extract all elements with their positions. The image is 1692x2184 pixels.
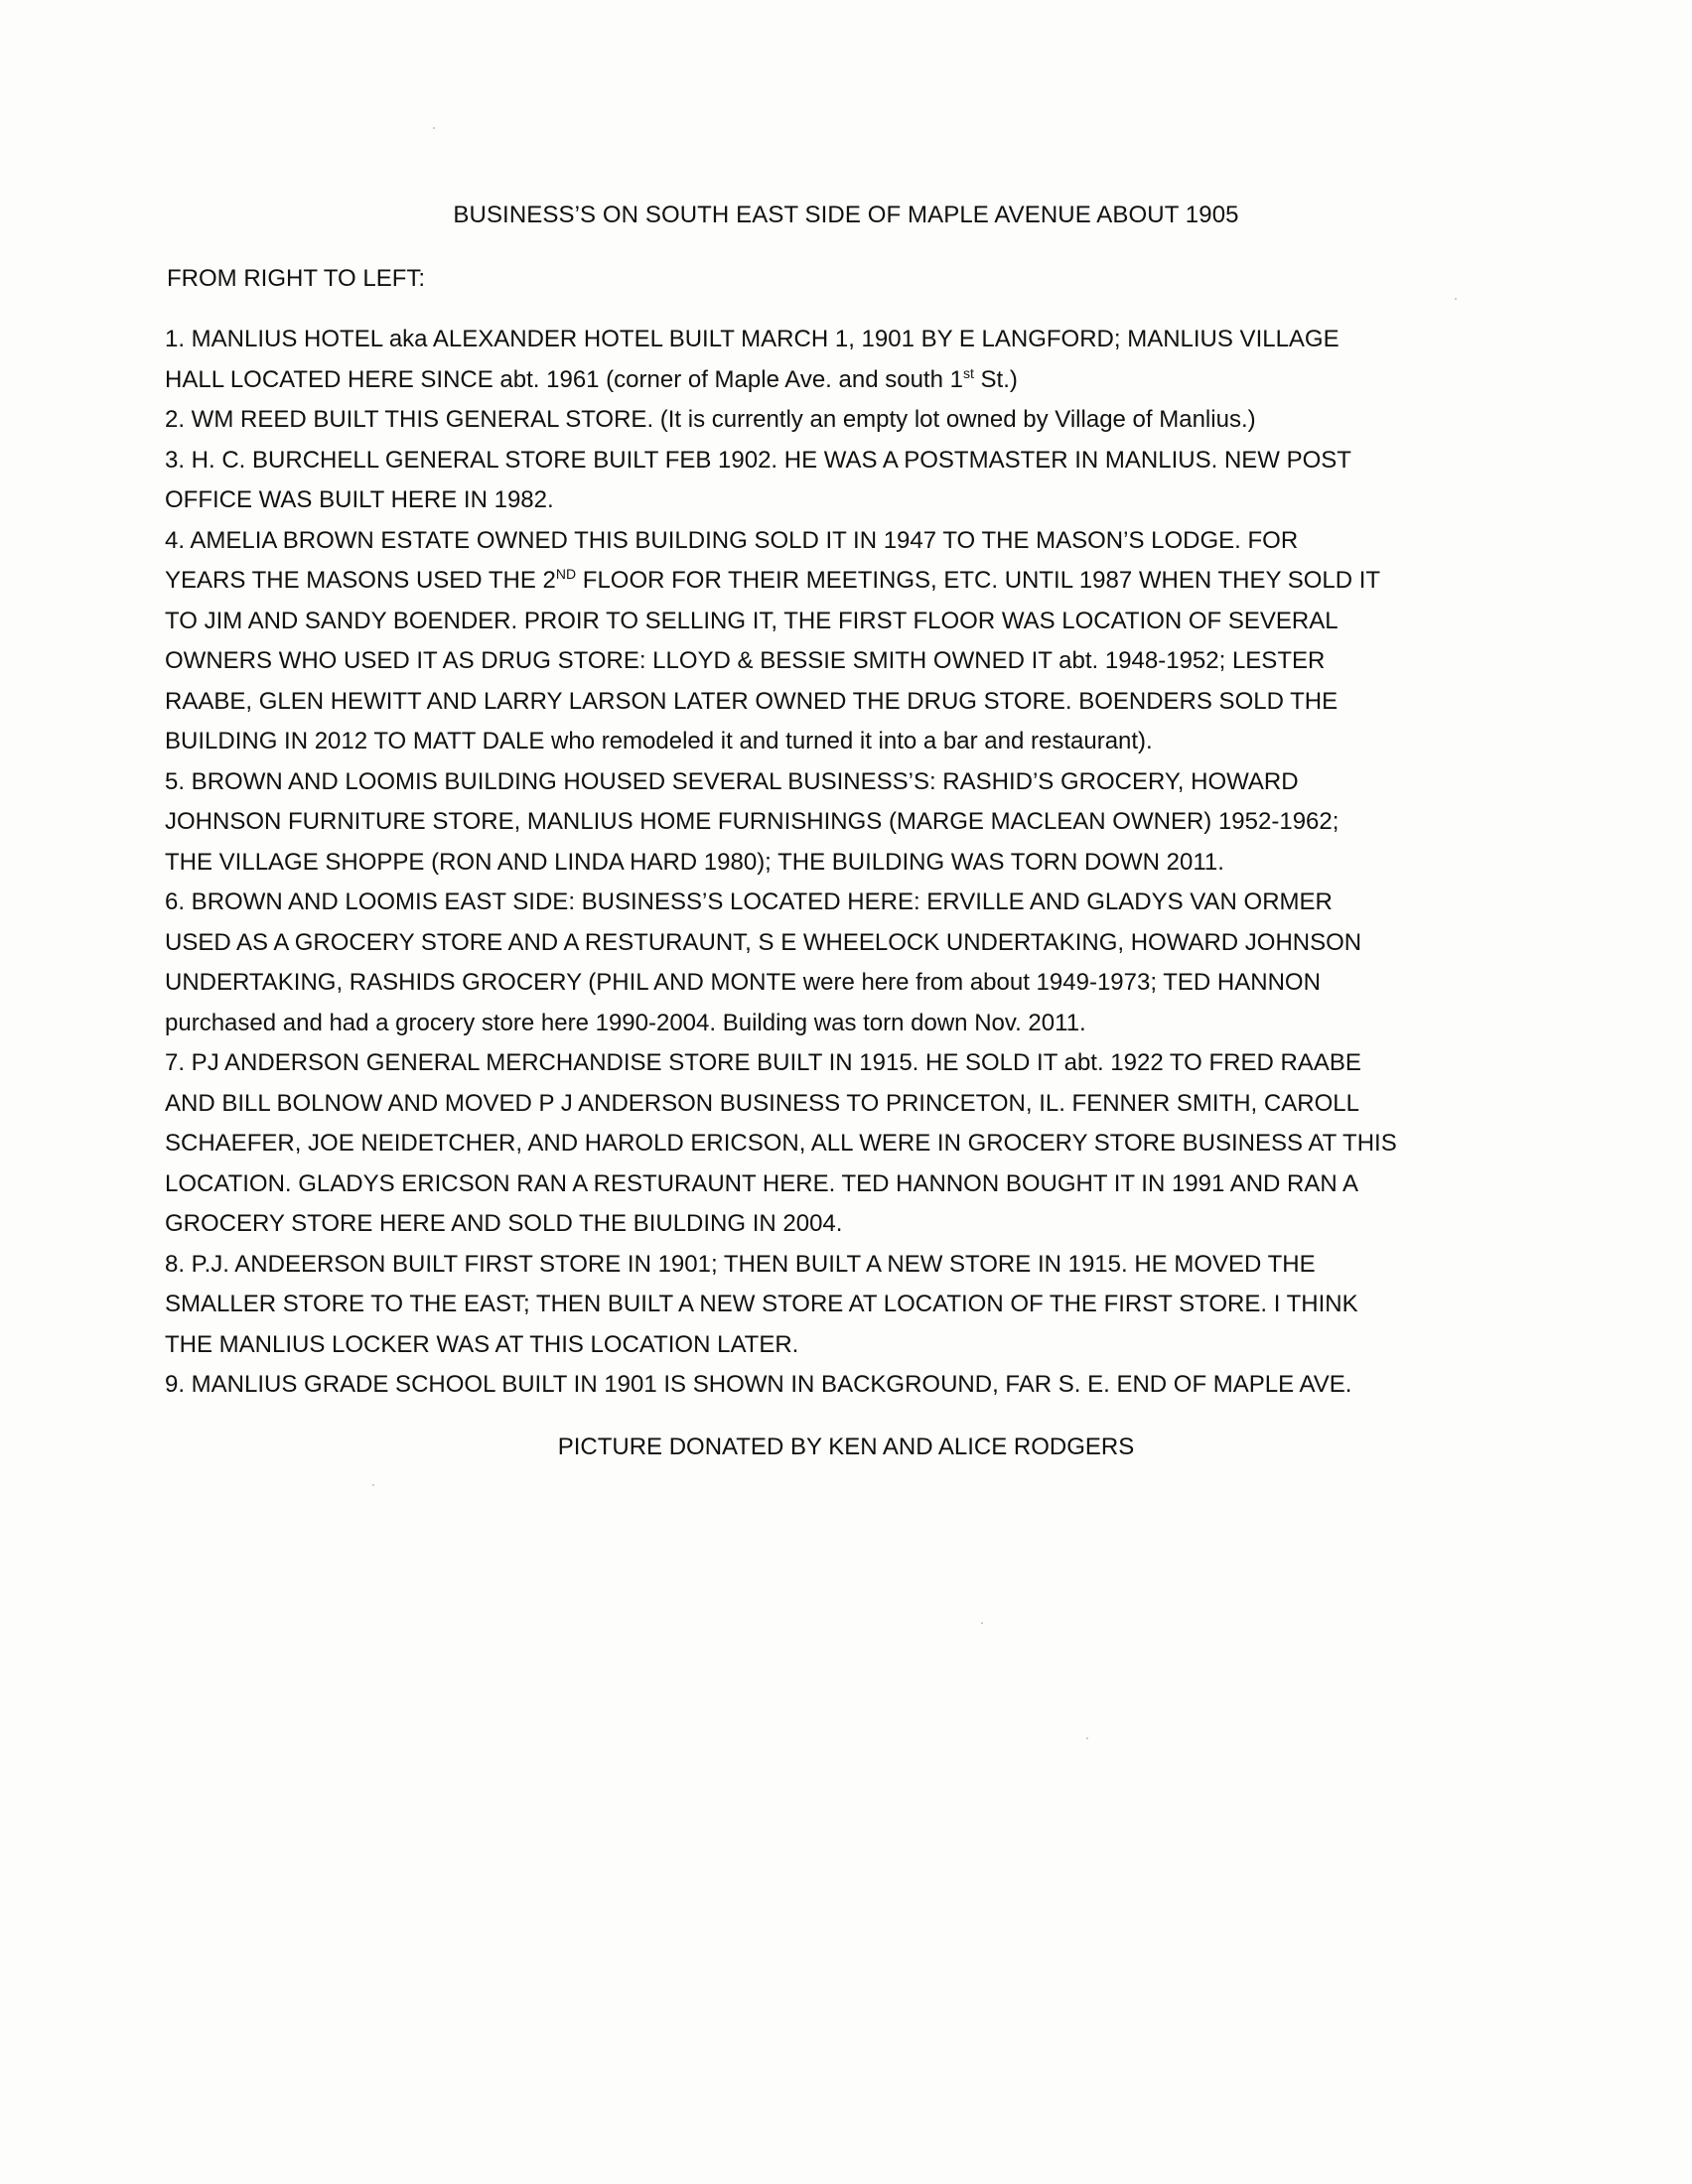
entry-text: UNDERTAKING, RASHIDS GROCERY (PHIL AND MONTE were here from about 1949-1973; TED HANNON — [165, 969, 1321, 996]
entry-6 — [165, 883, 1535, 1043]
entry-text: SCHAEFER, JOE NEIDETCHER, AND HAROLD ERICSON, ALL WERE IN GROCERY STORE BUSINESS AT THIS — [165, 1130, 1397, 1157]
entry-line — [165, 320, 1535, 360]
entry-line — [165, 480, 1535, 521]
entry-line — [165, 1043, 1535, 1084]
entry-line — [165, 1124, 1535, 1164]
entry-line — [165, 360, 1535, 401]
entry-4 — [165, 521, 1535, 762]
entry-line — [165, 1084, 1535, 1125]
entry-line — [165, 1204, 1535, 1245]
scan-speck — [433, 127, 435, 129]
entry-line — [165, 602, 1535, 642]
entry-text: BUILDING IN 2012 TO MATT DALE who remodeled it and turned it into a bar and restaurant). — [165, 728, 1153, 754]
entry-line — [165, 1004, 1535, 1044]
entry-line — [165, 963, 1535, 1004]
entry-text: 8. P.J. ANDEERSON BUILT FIRST STORE IN 1901; THEN BUILT A NEW STORE IN 1915. HE MOVED THE — [165, 1250, 1316, 1278]
entry-text: FLOOR FOR THEIR MEETINGS, ETC. UNTIL 1987 WHEN THEY SOLD IT — [576, 567, 1381, 594]
entry-line — [165, 722, 1535, 762]
entry-3 — [165, 441, 1535, 521]
entry-line — [165, 441, 1535, 481]
entry-text: RAABE, GLEN HEWITT AND LARRY LARSON LATER OWNED THE DRUG STORE. BOENDERS SOLD THE — [165, 687, 1339, 715]
entry-line — [165, 1365, 1535, 1406]
entry-text: OWNERS WHO USED IT AS DRUG STORE: LLOYD & BESSIE SMITH OWNED IT abt. 1948-1952; LESTER — [165, 647, 1326, 674]
entry-line — [165, 400, 1535, 441]
entry-text: JOHNSON FURNITURE STORE, MANLIUS HOME FURNISHINGS (MARGE MACLEAN OWNER) 1952-1962; — [165, 808, 1340, 835]
entry-text: 9. MANLIUS GRADE SCHOOL BUILT IN 1901 IS SHOWN IN BACKGROUND, FAR S. E. END OF MAPLE AVE. — [165, 1371, 1352, 1398]
entry-text: 6. BROWN AND LOOMIS EAST SIDE: BUSINESS’S LOCATED HERE: ERVILLE AND GLADYS VAN ORMER — [165, 888, 1333, 915]
entry-text: purchased and had a grocery store here 1990-2004. Building was torn down Nov. 2011. — [165, 1009, 1086, 1036]
entry-line — [165, 1245, 1535, 1286]
entry-text: 5. BROWN AND LOOMIS BUILDING HOUSED SEVERAL BUSINESS’S: RASHID’S GROCERY, HOWARD — [165, 767, 1299, 795]
entry-text: GROCERY STORE HERE AND SOLD THE BIULDING IN 2004. — [165, 1210, 843, 1237]
entry-line — [165, 1325, 1535, 1366]
scan-speck — [372, 1484, 374, 1486]
entry-text: 4. AMELIA BROWN ESTATE OWNED THIS BUILDING SOLD IT IN 1947 TO THE MASON’S LODGE. FOR — [165, 526, 1299, 554]
scan-speck — [1455, 298, 1457, 300]
scan-speck — [981, 1622, 983, 1624]
document-title: BUSINESS’S ON SOUTH EAST SIDE OF MAPLE AVENUE ABOUT 1905 — [453, 202, 1239, 228]
superscript-text: ND — [555, 566, 577, 582]
entry-text: THE VILLAGE SHOPPE (RON AND LINDA HARD 1980); THE BUILDING WAS TORN DOWN 2011. — [165, 848, 1224, 876]
entry-text: 3. H. C. BURCHELL GENERAL STORE BUILT FEB 1902. HE WAS A POSTMASTER IN MANLIUS. NEW POST — [165, 446, 1351, 474]
intro-text: FROM RIGHT TO LEFT: — [167, 265, 426, 292]
entry-line — [165, 521, 1535, 562]
entry-line — [165, 883, 1535, 923]
entry-text: HALL LOCATED HERE SINCE abt. 1961 (corner of Maple Ave. and south 1 — [165, 365, 963, 393]
entry-text: OFFICE WAS BUILT HERE IN 1982. — [165, 486, 554, 513]
entry-line — [165, 641, 1535, 682]
entry-line — [165, 762, 1535, 803]
entry-line — [165, 1164, 1535, 1205]
entry-text: St.) — [973, 365, 1018, 393]
entry-8 — [165, 1245, 1535, 1366]
entry-line — [165, 1285, 1535, 1325]
entry-line — [165, 802, 1535, 843]
entry-text: YEARS THE MASONS USED THE 2 — [165, 567, 556, 594]
entry-text: AND BILL BOLNOW AND MOVED P J ANDERSON BUSINESS TO PRINCETON, IL. FENNER SMITH, CAROLL — [165, 1089, 1359, 1117]
entry-text: TO JIM AND SANDY BOENDER. PROIR TO SELLING IT, THE FIRST FLOOR WAS LOCATION OF SEVERAL — [165, 607, 1339, 634]
entry-text: SMALLER STORE TO THE EAST; THEN BUILT A NEW STORE AT LOCATION OF THE FIRST STORE. I THINK — [165, 1291, 1358, 1317]
entry-line — [165, 561, 1535, 602]
entry-line — [165, 682, 1535, 723]
entry-text: LOCATION. GLADYS ERICSON RAN A RESTURAUNT HERE. TED HANNON BOUGHT IT IN 1991 AND RAN A — [165, 1169, 1359, 1197]
entry-9 — [165, 1365, 1535, 1406]
entry-text: 7. PJ ANDERSON GENERAL MERCHANDISE STORE BUILT IN 1915. HE SOLD IT abt. 1922 TO FRED RAABE — [165, 1049, 1361, 1076]
entry-5 — [165, 762, 1535, 884]
entry-text: THE MANLIUS LOCKER WAS AT THIS LOCATION LATER. — [165, 1330, 799, 1358]
entry-text: 2. WM REED BUILT THIS GENERAL STORE. (It is currently an empty lot owned by Village of Manlius.) — [165, 406, 1256, 433]
entry-text: USED AS A GROCERY STORE AND A RESTURAUNT, S E WHEELOCK UNDERTAKING, HOWARD JOHNSON — [165, 928, 1362, 956]
entry-2 — [165, 400, 1535, 441]
entry-text: 1. MANLIUS HOTEL aka ALEXANDER HOTEL BUILT MARCH 1, 1901 BY E LANGFORD; MANLIUS VILLAGE — [165, 326, 1340, 352]
entry-1 — [165, 320, 1535, 400]
entries-list — [165, 320, 1535, 1406]
scan-speck — [1086, 1737, 1088, 1739]
entry-line — [165, 843, 1535, 884]
entry-line — [165, 923, 1535, 964]
donation-credit: PICTURE DONATED BY KEN AND ALICE RODGERS — [557, 1433, 1135, 1460]
entry-7 — [165, 1043, 1535, 1245]
superscript-text: st — [962, 364, 974, 381]
